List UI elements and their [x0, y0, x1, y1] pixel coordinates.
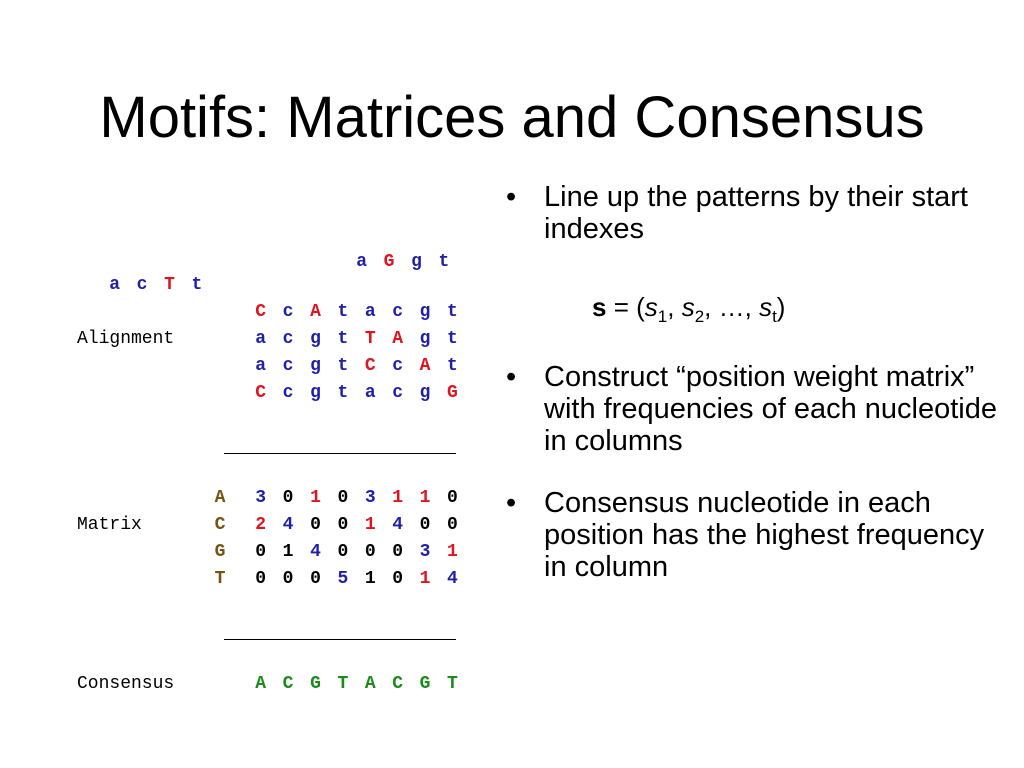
cell: 3: [364, 488, 376, 508]
cell: 1: [364, 569, 376, 589]
cell: g: [310, 383, 321, 403]
cell: 0: [447, 488, 458, 508]
formula-eq-open: = (: [606, 292, 645, 322]
matrix-nucleotide-g: G: [214, 542, 226, 562]
consensus-cell: A: [364, 674, 376, 694]
cell: 0: [282, 488, 294, 508]
cell: c: [392, 383, 404, 403]
bullet-text: Consensus nucleotide in each position has the highest frequency in column: [544, 487, 985, 583]
cell: 0: [419, 515, 431, 535]
cell: 4: [282, 515, 294, 535]
cell: A: [310, 302, 321, 322]
cell: g: [419, 329, 431, 349]
cell: 4: [310, 542, 321, 562]
formula-sub-1: 1: [657, 307, 668, 327]
cell: 1: [364, 515, 376, 535]
cell: 1: [419, 569, 431, 589]
cell: 0: [392, 569, 404, 589]
matrix-row-a: [247, 485, 466, 511]
cell: c: [136, 275, 148, 295]
formula-close: ): [776, 292, 786, 322]
alignment-label: Alignment: [77, 329, 175, 349]
formula-comma: ,: [667, 292, 682, 322]
bullet-item-consensus: [506, 487, 1006, 583]
cell: 5: [337, 569, 349, 589]
bullet-item-construct: [506, 361, 1006, 457]
cell: c: [392, 302, 404, 322]
formula-sub-t: t: [772, 307, 777, 327]
cell: c: [282, 302, 294, 322]
cell: a: [109, 275, 121, 295]
alignment-row-2: [101, 272, 211, 298]
cell: 0: [337, 542, 349, 562]
cell: 0: [337, 488, 349, 508]
cell: t: [337, 302, 349, 322]
bullet-text: Construct “position weight matrix” with frequencies of each nucleotide in columns: [544, 361, 998, 457]
matrix-row-c: [247, 512, 466, 538]
cell: c: [282, 383, 294, 403]
bullet-list: [506, 181, 1006, 613]
formula-s-vector: [592, 290, 785, 334]
cell: G: [383, 252, 395, 272]
cell: g: [419, 302, 431, 322]
formula-s2: s: [681, 292, 695, 322]
cell: 0: [392, 542, 404, 562]
matrix-row-g: [247, 539, 466, 565]
consensus-cell: T: [447, 674, 458, 694]
cell: g: [419, 383, 431, 403]
formula-ellipsis: , …,: [704, 292, 760, 322]
cell: 1: [282, 542, 294, 562]
cell: t: [447, 302, 458, 322]
bullet-dot: •: [506, 181, 517, 213]
cell: g: [310, 356, 321, 376]
cell: t: [191, 275, 203, 295]
formula-st: s: [759, 292, 773, 322]
cell: c: [282, 356, 294, 376]
cell: 2: [255, 515, 267, 535]
bullet-dot: •: [506, 487, 517, 519]
formula-s1: s: [644, 292, 658, 322]
cell: 0: [310, 569, 321, 589]
cell: 1: [447, 542, 458, 562]
cell: 3: [419, 542, 431, 562]
consensus-label: Consensus: [77, 674, 175, 694]
cell: A: [392, 329, 404, 349]
cell: T: [364, 329, 376, 349]
cell: t: [337, 329, 349, 349]
cell: 0: [255, 569, 267, 589]
consensus-row: [247, 671, 466, 697]
cell: 0: [310, 515, 321, 535]
consensus-cell: C: [392, 674, 404, 694]
cell: a: [356, 252, 368, 272]
cell: t: [447, 329, 458, 349]
alignment-row-3: [247, 299, 466, 325]
cell: t: [337, 356, 349, 376]
bullet-text: Line up the patterns by their start indexes: [544, 181, 968, 245]
cell: 3: [255, 488, 267, 508]
cell: G: [447, 383, 458, 403]
cell: 1: [392, 488, 404, 508]
cell: C: [255, 383, 267, 403]
cell: A: [419, 356, 431, 376]
bullet-item-line-up: [506, 181, 1006, 245]
cell: 1: [310, 488, 321, 508]
formula-bold-s: s: [592, 292, 607, 322]
cell: a: [255, 356, 267, 376]
alignment-row-4: [247, 326, 466, 352]
cell: a: [364, 383, 376, 403]
cell: t: [438, 252, 450, 272]
matrix-label: Matrix: [77, 515, 142, 535]
matrix-nucleotide-c: C: [214, 515, 226, 535]
cell: 0: [255, 542, 267, 562]
cell: a: [255, 329, 267, 349]
cell: 0: [282, 569, 294, 589]
cell: 4: [392, 515, 404, 535]
divider-line-2: [224, 639, 456, 640]
cell: C: [364, 356, 376, 376]
alignment-row-1: [348, 249, 458, 275]
cell: 0: [447, 515, 458, 535]
consensus-cell: C: [282, 674, 294, 694]
cell: g: [411, 252, 422, 272]
divider-line-1: [224, 453, 456, 454]
cell: g: [310, 329, 321, 349]
formula-sub-2: 2: [694, 307, 705, 327]
slide-title: Motifs: Matrices and Consensus: [99, 85, 925, 150]
consensus-cell: G: [310, 674, 321, 694]
cell: T: [164, 275, 175, 295]
cell: 0: [364, 542, 376, 562]
cell: 4: [447, 569, 458, 589]
cell: 1: [419, 488, 431, 508]
cell: c: [392, 356, 404, 376]
consensus-cell: T: [337, 674, 349, 694]
cell: C: [255, 302, 267, 322]
matrix-row-t: [247, 566, 466, 592]
cell: 0: [337, 515, 349, 535]
cell: a: [364, 302, 376, 322]
cell: t: [337, 383, 349, 403]
consensus-cell: G: [419, 674, 431, 694]
matrix-nucleotide-t: T: [214, 569, 226, 589]
alignment-row-5: [247, 353, 466, 379]
cell: t: [447, 356, 458, 376]
alignment-row-6: [247, 380, 466, 406]
consensus-cell: A: [255, 674, 267, 694]
matrix-nucleotide-a: A: [214, 488, 226, 508]
bullet-dot: •: [506, 361, 517, 393]
cell: c: [282, 329, 294, 349]
